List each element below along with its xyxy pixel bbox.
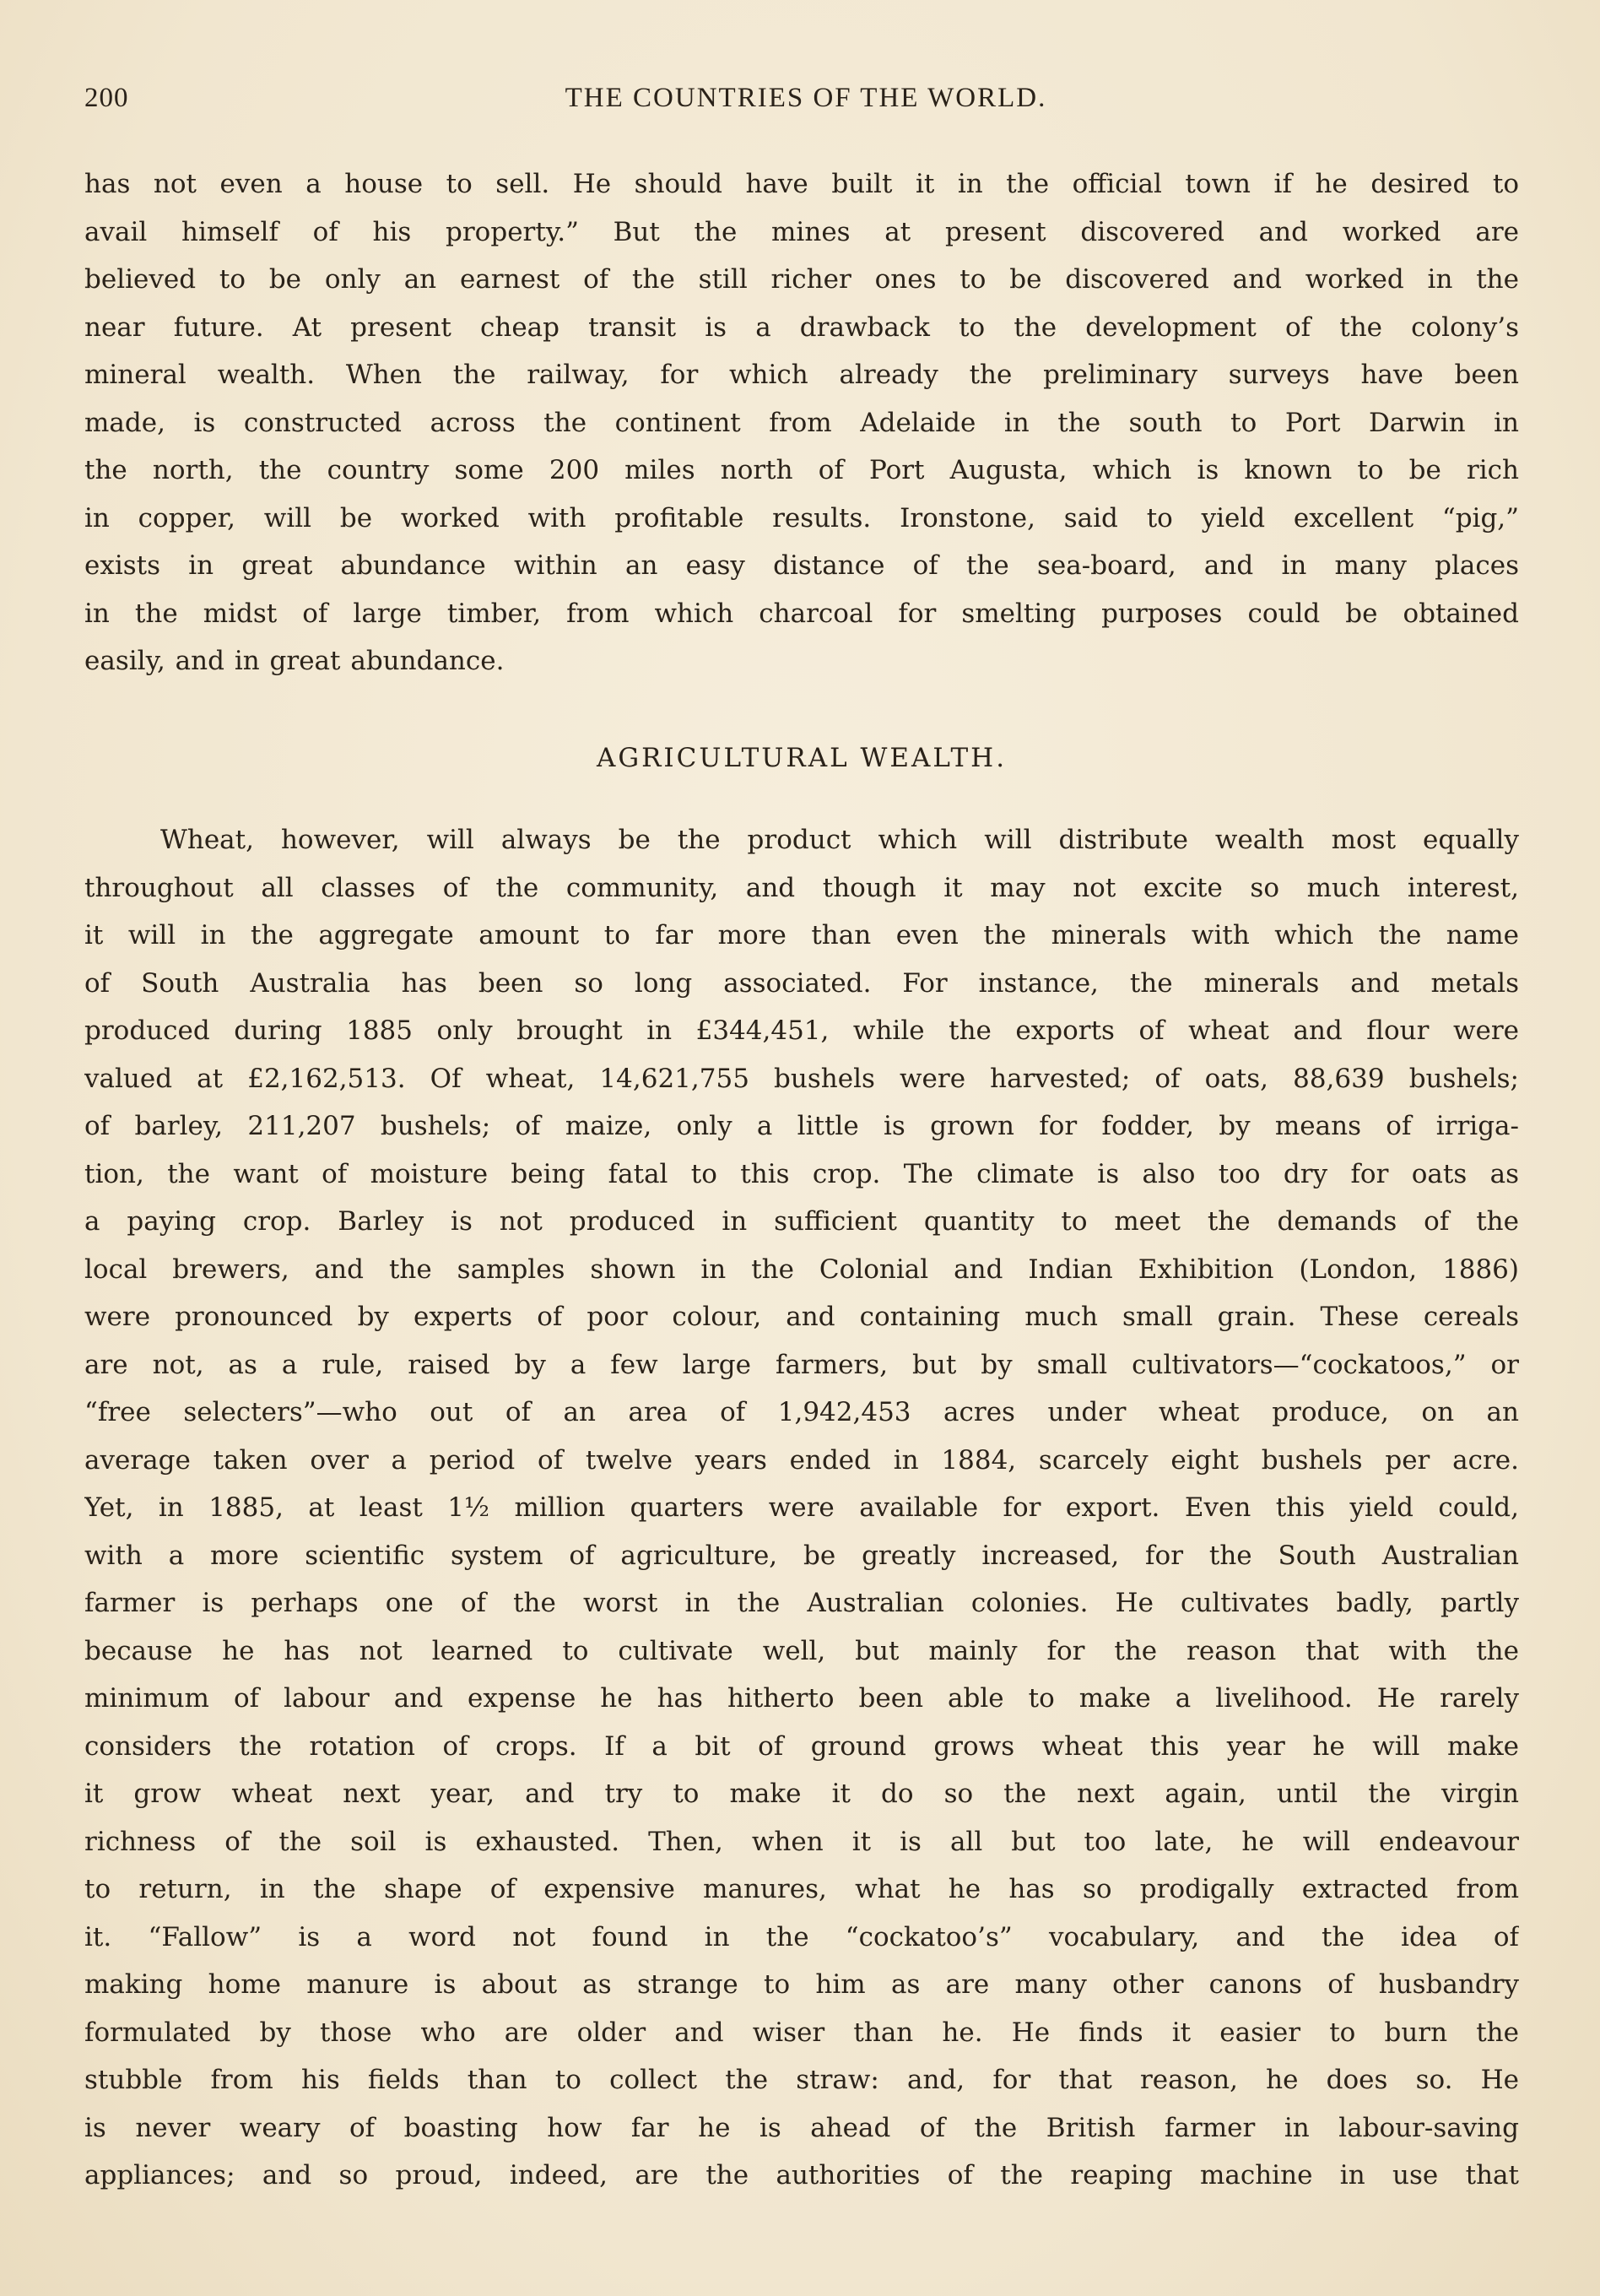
text-line: avail himself of his property.” But the mines at present discovered and worked are — [84, 216, 1519, 247]
text-line: minimum of labour and expense he has hitherto been able to make a livelihood. He rarely — [84, 1683, 1519, 1714]
text-line: local brewers, and the samples shown in the Colonial and Indian Exhibition (London, 1886) — [84, 1254, 1519, 1285]
text-line: average taken over a period of twelve years ended in 1884, scarcely eight bushels per acre. — [84, 1444, 1519, 1476]
text-line: were pronounced by experts of poor colour, and containing much small grain. These cereals — [84, 1302, 1519, 1332]
text-line: exists in great abundance within an easy distance of the sea-board, and in many places — [84, 550, 1519, 581]
text-line: because he has not learned to cultivate well, but mainly for the reason that with the — [84, 1635, 1519, 1666]
text-line: it. “Fallow” is a word not found in the “cockatoo’s” vocabulary, and the idea of — [84, 1921, 1519, 1952]
text-line: richness of the soil is exhausted. Then, when it is all but too late, he will endeavour — [84, 1826, 1519, 1857]
running-head — [84, 83, 1527, 125]
text-line: “free selecters”—who out of an area of 1,942,453 acres under wheat produce, on an — [84, 1397, 1519, 1427]
text-line: tion, the want of moisture being fatal to this crop. The climate is also too dry for oats as — [84, 1158, 1519, 1189]
text-line: a paying crop. Barley is not produced in sufficient quantity to meet the demands of the — [84, 1206, 1519, 1237]
text-line: to return, in the shape of expensive manures, what he has so prodigally extracted from — [84, 1874, 1519, 1904]
text-line: is never weary of boasting how far he is ahead of the British farmer in labour-saving — [84, 2112, 1519, 2143]
text-line: produced during 1885 only brought in £344,451, while the exports of wheat and flour were — [84, 1015, 1519, 1046]
text-line: in the midst of large timber, from which charcoal for smelting purposes could be obtained — [84, 598, 1519, 629]
text-line: easily, and in great abundance. — [84, 646, 505, 676]
text-line: made, is constructed across the continent from Adelaide in the south to Port Darwin in — [84, 407, 1519, 438]
text-line: making home manure is about as strange to him as are many other canons of husbandry — [84, 1969, 1519, 2000]
text-line: considers the rotation of crops. If a bit of ground grows wheat this year he will make — [84, 1730, 1519, 1762]
text-line: mineral wealth. When the railway, for which already the preliminary surveys have been — [84, 360, 1519, 390]
text-line: Wheat, however, will always be the product which will distribute wealth most equally — [160, 825, 1519, 855]
text-line: stubble from his fields than to collect the straw: and, for that reason, he does so. He — [84, 2065, 1519, 2095]
text-line: it grow wheat next year, and try to make it do so the next again, until the virgin — [84, 1779, 1519, 1809]
text-line: the north, the country some 200 miles north of Port Augusta, which is known to be rich — [84, 455, 1519, 485]
text-line: Yet, in 1885, at least 1½ million quarters were available for export. Even this yield could, — [84, 1492, 1519, 1523]
text-line: are not, as a rule, raised by a few large farmers, but by small cultivators—“cockatoos,” or — [84, 1349, 1519, 1380]
section-heading: AGRICULTURAL WEALTH. — [596, 743, 1008, 773]
paragraph-continued — [84, 160, 1519, 685]
text-line: throughout all classes of the community, and though it may not excite so much interest, — [84, 872, 1519, 903]
paragraph-agricultural-wealth — [84, 816, 1519, 2200]
text-line: farmer is perhaps one of the worst in the Australian colonies. He cultivates badly, partly — [84, 1588, 1519, 1618]
text-line: with a more scientific system of agriculture, be greatly increased, for the South Australian — [84, 1540, 1519, 1571]
text-line: of South Australia has been so long associated. For instance, the minerals and metals — [84, 967, 1519, 999]
text-line: in copper, will be worked with profitable results. Ironstone, said to yield excellent “pig,” — [84, 502, 1519, 533]
text-line: of barley, 211,207 bushels; of maize, only a little is grown for fodder, by means of irriga- — [84, 1111, 1519, 1141]
text-line: it will in the aggregate amount to far more than even the minerals with which the name — [84, 920, 1519, 950]
running-title: THE COUNTRIES OF THE WORLD. — [565, 83, 1047, 113]
text-line: appliances; and so proud, indeed, are the authorities of the reaping machine in use that — [84, 2160, 1519, 2190]
text-line: believed to be only an earnest of the still richer ones to be discovered and worked in the — [84, 264, 1519, 295]
text-line: near future. At present cheap transit is a drawback to the development of the colony’s — [84, 311, 1519, 343]
page-number: 200 — [84, 83, 129, 113]
text-line: has not even a house to sell. He should have built it in the official town if he desired to — [84, 169, 1519, 199]
text-line: formulated by those who are older and wiser than he. He finds it easier to burn the — [84, 2017, 1519, 2048]
text-line: valued at £2,162,513. Of wheat, 14,621,755 bushels were harvested; of oats, 88,639 bushels; — [84, 1063, 1519, 1094]
